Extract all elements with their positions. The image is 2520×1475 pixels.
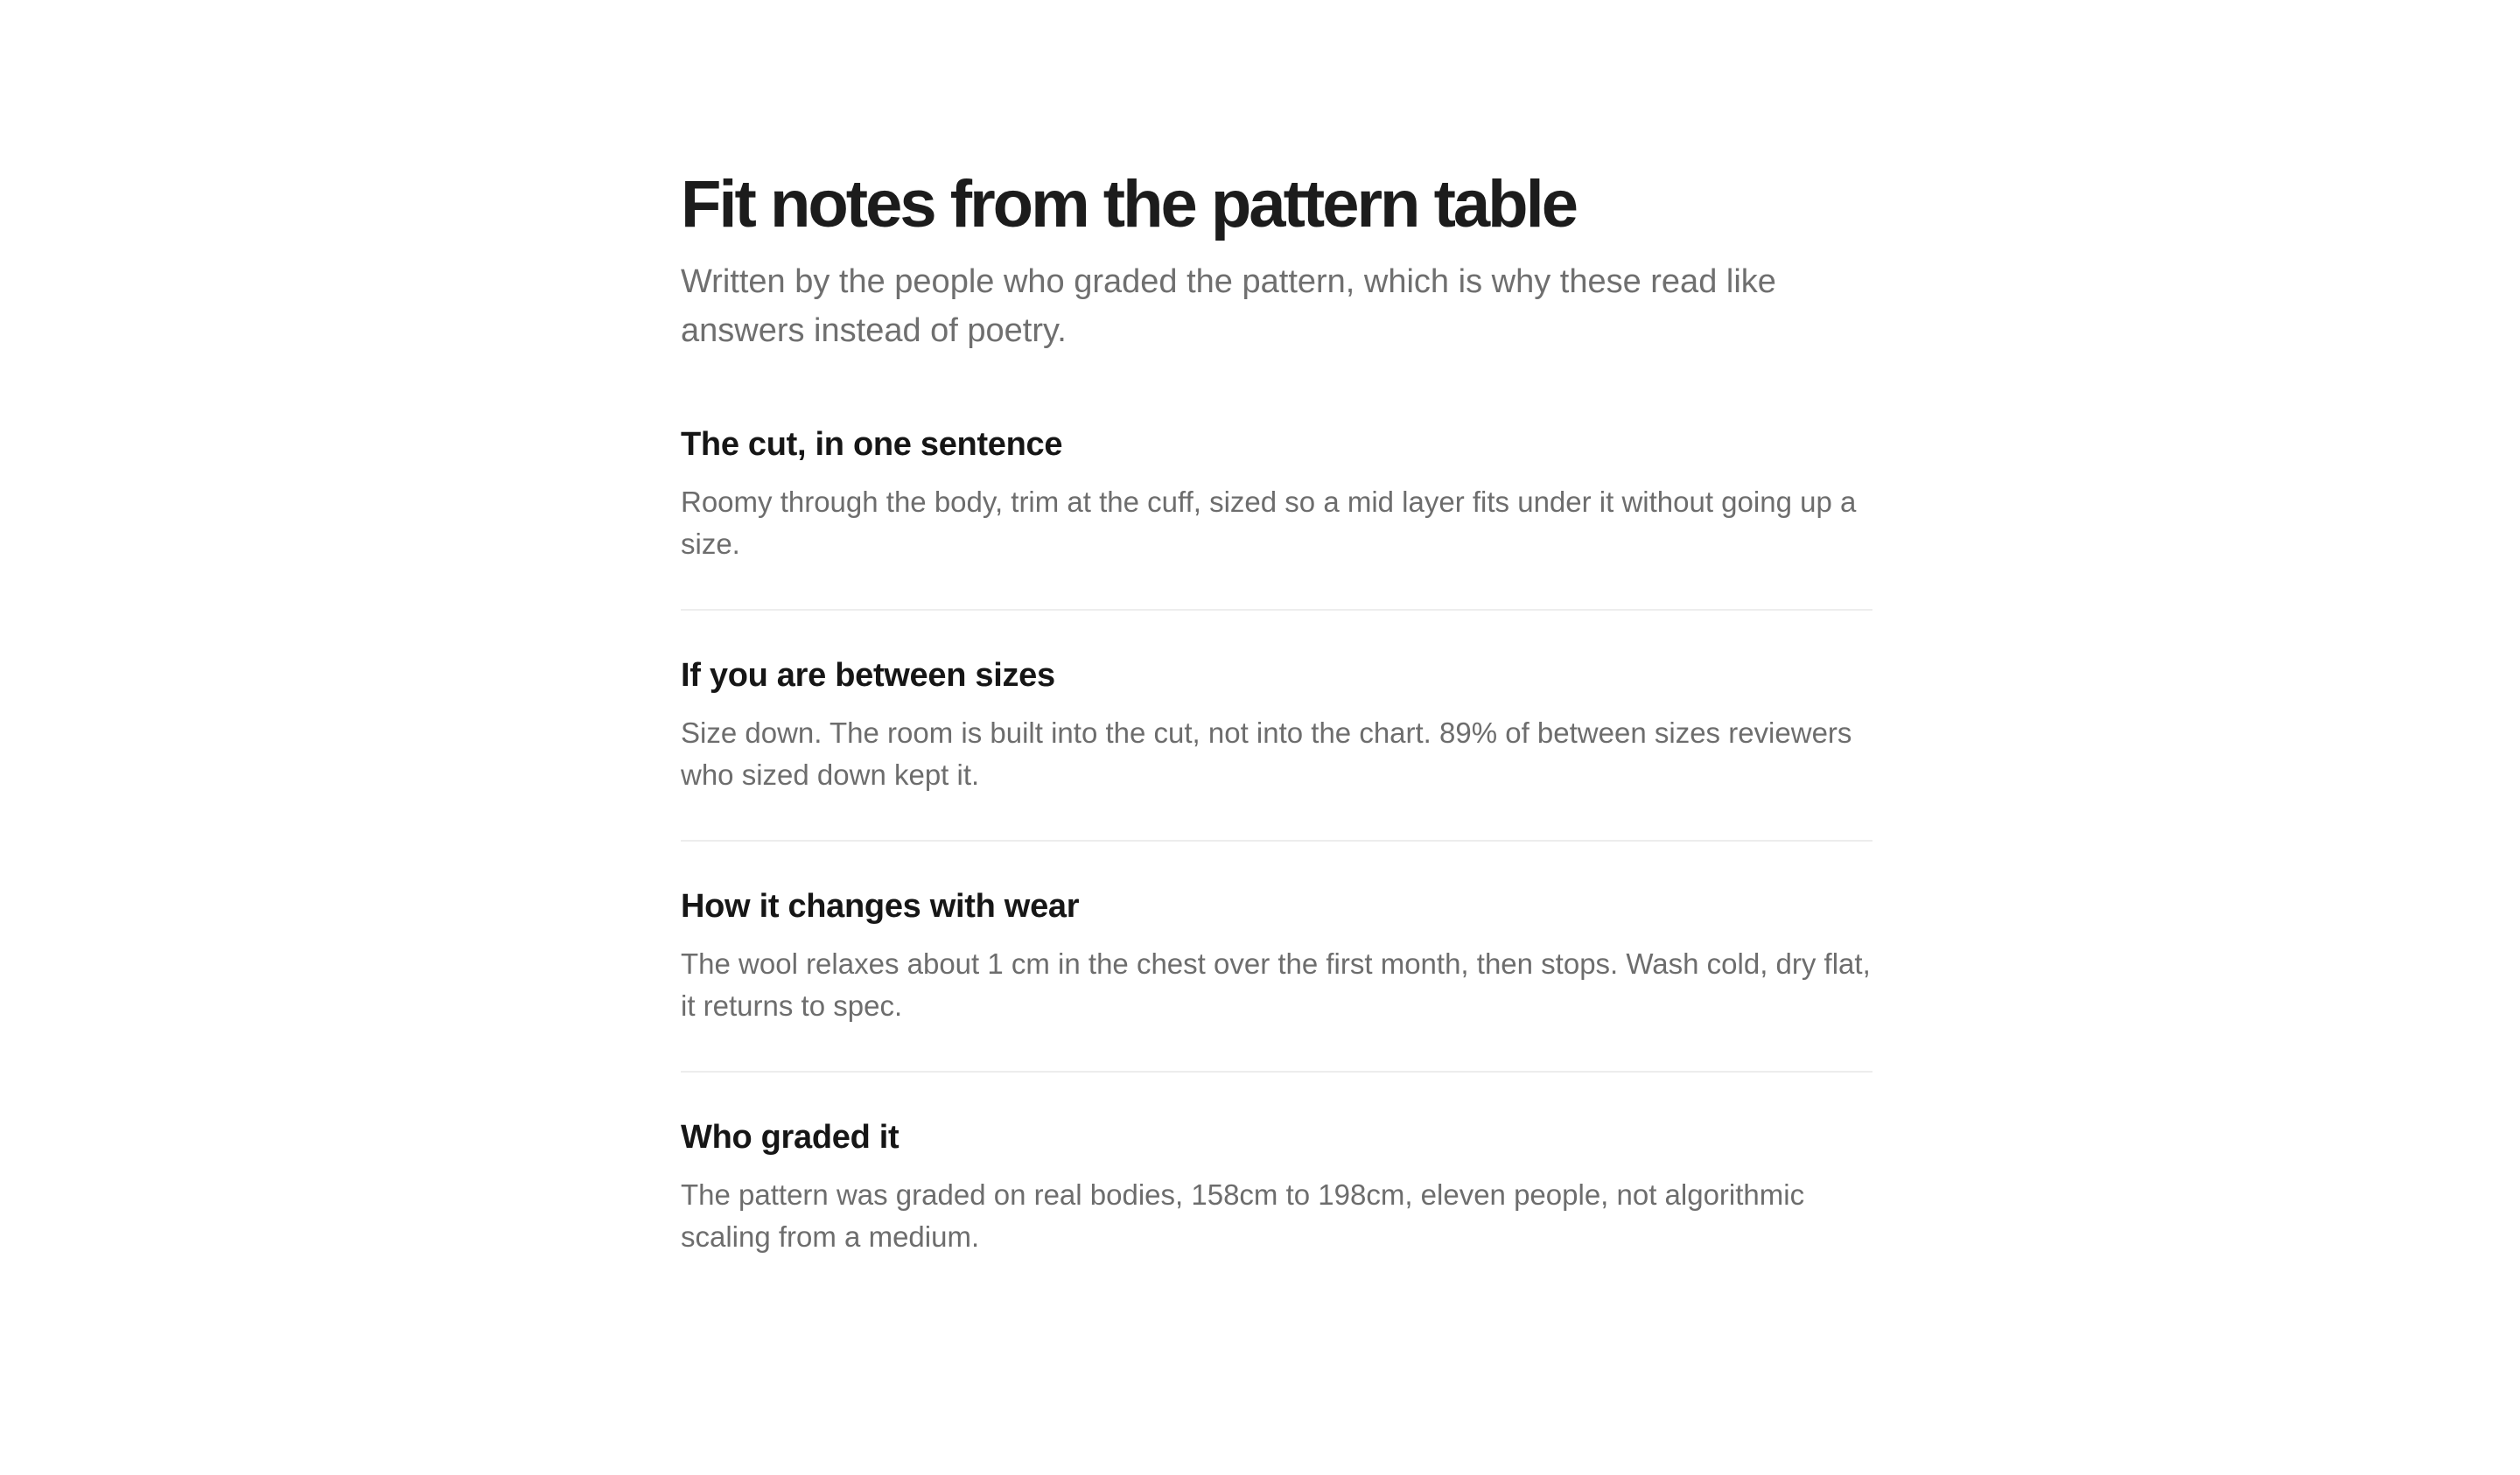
- fit-note-answer: The wool relaxes about 1 cm in the chest over the first month, then stops. Wash cold, dry flat, it returns to spec.: [681, 947, 1871, 1022]
- page-title: Fit notes from the pattern table: [681, 167, 1576, 241]
- fit-notes-article: [681, 163, 1872, 1302]
- fit-note-answer: The pattern was graded on real bodies, 158cm to 198cm, eleven people, not algorithmic scaling from a medium.: [681, 1178, 1805, 1253]
- fit-note-answer: Size down. The room is built into the cut, not into the chart. 89% of between sizes reviewers who sized down kept it.: [681, 717, 1852, 791]
- fit-note-item: [681, 1115, 1872, 1302]
- fit-note-question: The cut, in one sentence: [681, 426, 1063, 463]
- fit-note-question: How it changes with wear: [681, 888, 1080, 925]
- fit-notes-list: [681, 422, 1872, 1302]
- page-subtitle: Written by the people who graded the pattern, which is why these read like answers instead of poetry.: [681, 263, 1776, 349]
- fit-note-answer: Roomy through the body, trim at the cuff, sized so a mid layer fits under it without going up a size.: [681, 486, 1857, 560]
- fit-note-item: [681, 884, 1872, 1073]
- fit-note-question: Who graded it: [681, 1119, 900, 1156]
- fit-note-item: [681, 422, 1872, 611]
- fit-note-question: If you are between sizes: [681, 657, 1055, 694]
- fit-note-item: [681, 653, 1872, 842]
